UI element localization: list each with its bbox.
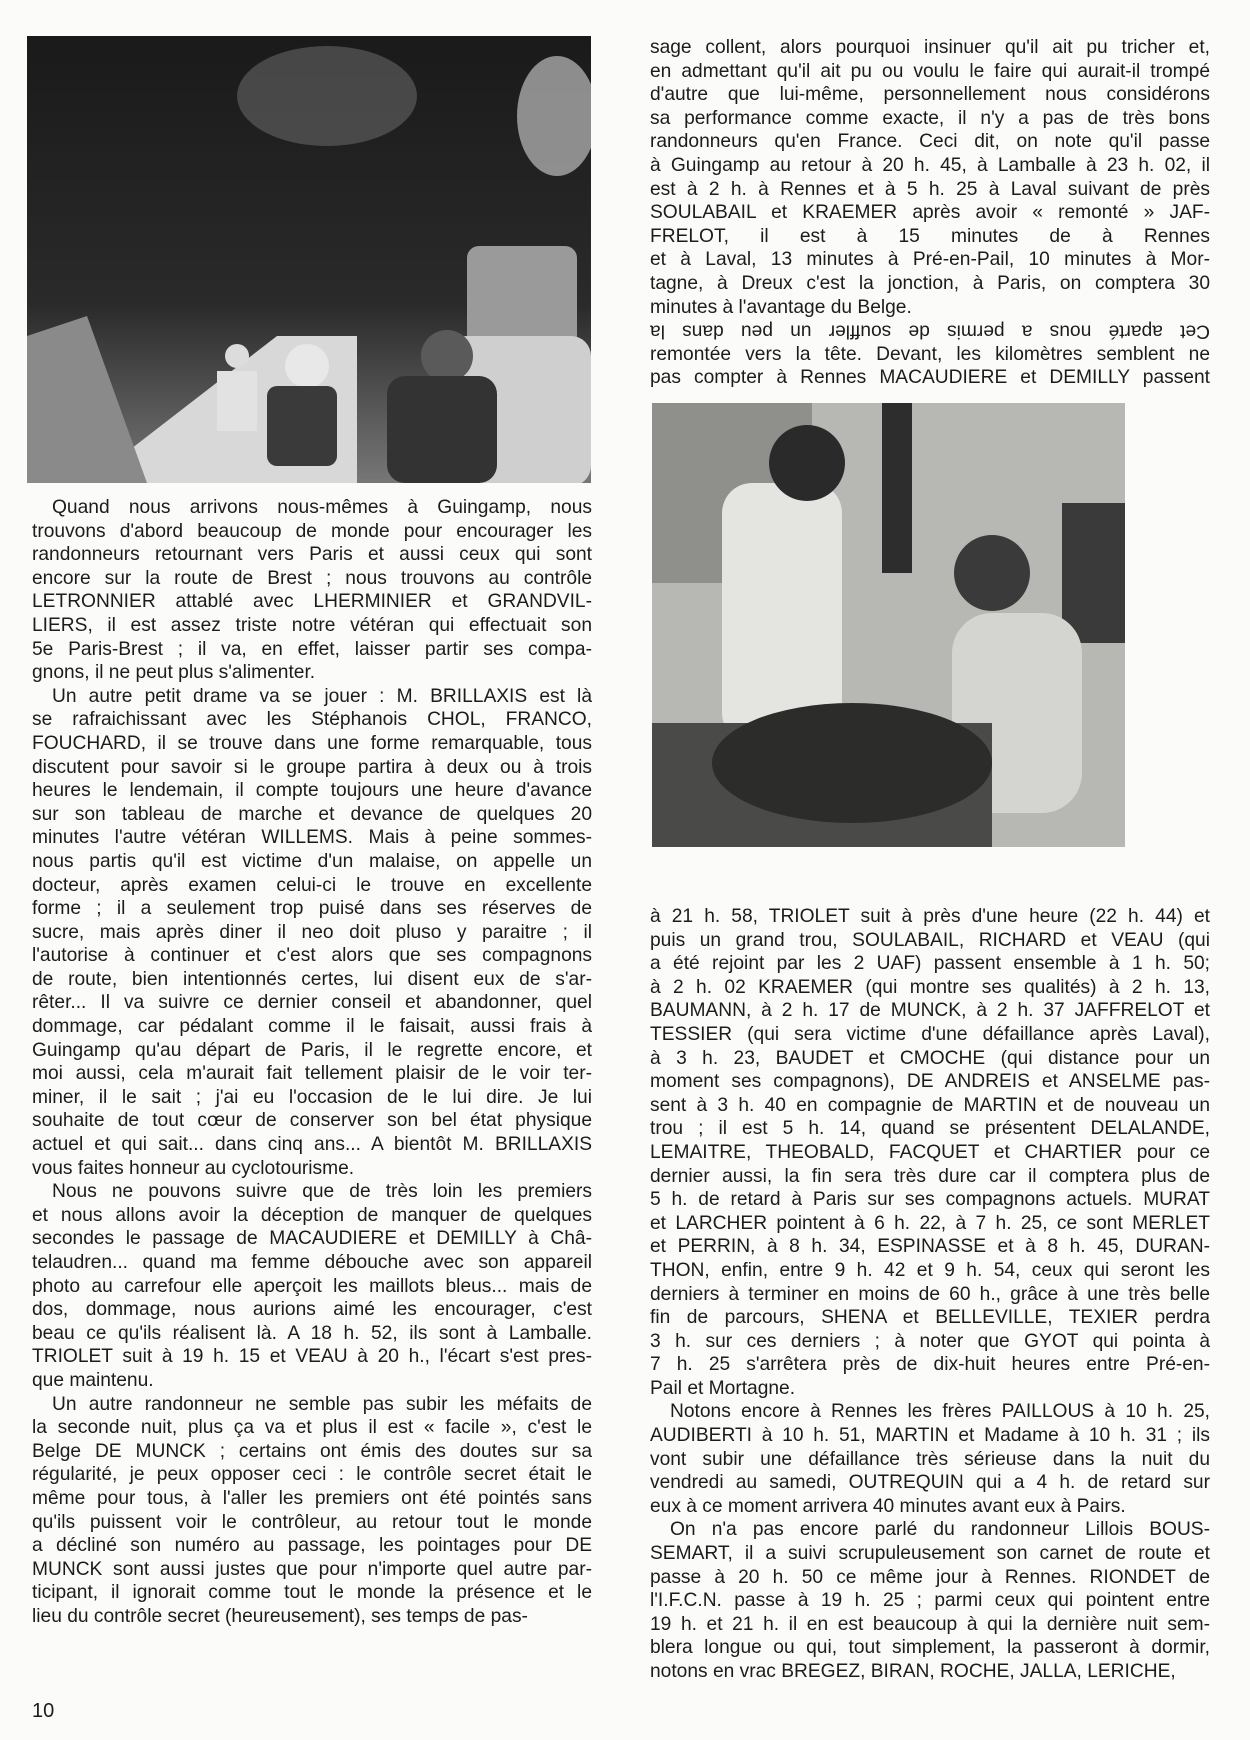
text-line: sur son tableau de marche et devance de quelques 20 bbox=[32, 803, 592, 825]
text-line: sa performance comme exacte, il n'y a pas de très bons bbox=[650, 107, 1210, 129]
text-line: minutes l'autre vétéran WILLEMS. Mais à peine sommes- bbox=[32, 827, 592, 849]
text-line: l'autorise à continuer et c'est alors que ses compagnons bbox=[32, 945, 592, 967]
text-line: passe à 20 h. 50 ce même jour à Rennes. RIONDET de bbox=[650, 1566, 1210, 1588]
text-line: Quand nous arrivons nous-mêmes à Guingamp, nous bbox=[52, 497, 592, 518]
text-line: secondes le passage de MACAUDIERE et DEMILLY à Châ- bbox=[32, 1228, 592, 1250]
page-number: 10 bbox=[32, 1700, 55, 1722]
text-line: Guingamp qu'au départ de Paris, il le regrette encore, et bbox=[32, 1039, 592, 1061]
text-line: derniers à terminer en moins de 60 h., grâce à une très belle bbox=[650, 1283, 1210, 1305]
text-line: heures le lendemain, il compte toujours une heure d'avance bbox=[32, 780, 592, 802]
text-line: actuel et qui sait... dans cinq ans... A bientôt M. BRILLAXIS bbox=[32, 1134, 592, 1156]
text-line: SOULABAIL et KRAEMER après avoir « remonté » JAF- bbox=[650, 202, 1210, 224]
text-line: LETRONNIER attablé avec LHERMINIER et GRANDVIL- bbox=[32, 591, 592, 613]
text-line: dernier aussi, la fin sera très dure car il comptera plus de bbox=[650, 1165, 1210, 1187]
text-line: et nous allons avoir la déception de manquer de quelques bbox=[32, 1204, 592, 1226]
text-line: LEMAITRE, THEOBALD, FACQUET et CHARTIER pour ce bbox=[650, 1141, 1210, 1163]
text-line: FRELOT, il est à 15 minutes de à Rennes bbox=[650, 225, 1210, 247]
text-line: BAUMANN, à 2 h. 17 de MUNCK, à 2 h. 37 JAFFRELOT et bbox=[650, 1000, 1210, 1022]
text-line: a décliné son numéro au passage, les pointages pour DE bbox=[32, 1535, 592, 1557]
text-line: 7 h. 25 s'arrêtera près de dix-huit heures entre Pré-en- bbox=[650, 1354, 1210, 1376]
text-line: gnons, il ne peut plus s'alimenter. bbox=[32, 662, 316, 684]
text-line: MUNCK sont aussi justes que pour n'importe quel autre par- bbox=[32, 1558, 592, 1580]
control-table-photo-image bbox=[652, 403, 1125, 847]
photo-cyclists-on-road bbox=[27, 36, 591, 483]
text-line: tagne, à Dreux c'est la jonction, à Paris, on comptera 30 bbox=[650, 272, 1210, 294]
text-line: sucre, mais après diner il neo doit pluso y paraitre ; il bbox=[32, 921, 592, 943]
text-line: Nous ne pouvons suivre que de très loin les premiers bbox=[52, 1181, 592, 1203]
text-line: est à 2 h. à Rennes et à 5 h. 25 à Laval suivant de près bbox=[650, 178, 1210, 200]
text-line: que maintenu. bbox=[32, 1369, 154, 1391]
text-line: vont subir une défaillance très sérieuse dans la nuit du bbox=[650, 1448, 1210, 1470]
left-column-text bbox=[32, 496, 592, 1629]
text-line: randonneurs qu'en France. Ceci dit, on note qu'il passe bbox=[650, 131, 1210, 153]
text-line: docteur, après examen celui-ci le trouve en excellente bbox=[32, 874, 592, 896]
text-line: dommage, car pédalant comme il le faisait, aussi frais à bbox=[32, 1016, 592, 1038]
text-line: pas compter à Rennes MACAUDIERE et DEMILLY passent bbox=[650, 367, 1210, 389]
text-line: en admettant qu'il ait pu ou voulu le faire qui aurait-il trompé bbox=[650, 60, 1210, 82]
text-line: minutes à l'avantage du Belge. bbox=[650, 296, 912, 318]
text-line: régularité, je peux opposer ceci : le contrôle secret était le bbox=[32, 1464, 592, 1486]
text-line: LIERS, il est assez triste notre vétéran qui effectuait son bbox=[32, 614, 592, 636]
text-line: encore sur la route de Brest ; nous trouvons au contrôle bbox=[32, 567, 592, 589]
text-line: Belge DE MUNCK ; certains ont émis des doutes sur sa bbox=[32, 1440, 592, 1462]
text-line: randonneurs retournant vers Paris et aussi ceux qui sont bbox=[32, 544, 592, 566]
text-line: fin de parcours, SHENA et BELLEVILLE, TEXIER perdra bbox=[650, 1307, 1210, 1329]
text-line: souhaite de tout cœur de conserver son bel état physique bbox=[32, 1110, 592, 1132]
photo-control-table bbox=[652, 403, 1125, 847]
text-line: moi aussi, cela m'aurait fait tellement plaisir de le voir ter- bbox=[32, 1063, 592, 1085]
text-line: FOUCHARD, il se trouve dans une forme remarquable, tous bbox=[32, 732, 592, 754]
text-line: On n'a pas encore parlé du randonneur Lillois BOUS- bbox=[670, 1519, 1210, 1541]
text-line: THON, enfin, entre 9 h. 42 et 9 h. 54, ceux qui seront les bbox=[650, 1259, 1210, 1281]
text-line: discutent pour savoir si le groupe partira à deux ou à trois bbox=[32, 756, 592, 778]
cyclists-photo-image bbox=[27, 36, 591, 483]
text-line: 5e Paris-Brest ; il va, en effet, laisser partir ses compa- bbox=[32, 638, 592, 660]
text-line: à 3 h. 23, BAUDET et CMOCHE (qui distance pour un bbox=[650, 1047, 1210, 1069]
text-line: vous faites honneur au cyclotourisme. bbox=[32, 1157, 355, 1179]
text-line: remontée vers la tête. Devant, les kilomètres semblent ne bbox=[650, 343, 1210, 365]
text-line: 5 h. de retard à Paris sur ses compagnons actuels. MURAT bbox=[650, 1189, 1210, 1211]
text-line: TRIOLET suit à 19 h. 15 et VEAU à 20 h., l'écart s'est pres- bbox=[32, 1346, 592, 1368]
text-line: sage collent, alors pourquoi insinuer qu'il ait pu tricher et, bbox=[650, 37, 1210, 58]
text-line: à 21 h. 58, TRIOLET suit à près d'une heure (22 h. 44) et bbox=[650, 906, 1210, 927]
text-line: et à Laval, 13 minutes à Pré-en-Pail, 10 minutes à Mor- bbox=[650, 249, 1210, 271]
text-line: Cet aparté nous a permis de souffler un peu dans la bbox=[650, 320, 1210, 342]
text-line: photo au carrefour elle aperçoit les maillots bleus... mais de bbox=[32, 1275, 592, 1297]
text-line: l'I.F.C.N. passe à 19 h. 25 ; parmi ceux qui pointent entre bbox=[650, 1590, 1210, 1612]
text-line: moment ses compagnons), DE ANDREIS et ANSELME pas- bbox=[650, 1071, 1210, 1093]
text-line: trou ; il est 5 h. 14, quand se présentent DELALANDE, bbox=[650, 1118, 1210, 1140]
text-line: et LARCHER pointent à 6 h. 22, à 7 h. 25, ce sont MERLET bbox=[650, 1212, 1210, 1234]
text-line: a été rejoint par les 2 UAF) passent ensemble à 1 h. 50; bbox=[650, 953, 1210, 975]
text-line: vendredi au samedi, OUTREQUIN qui a 4 h. de retard sur bbox=[650, 1472, 1210, 1494]
text-line: 3 h. sur ces derniers ; à noter que GYOT qui pointa à bbox=[650, 1330, 1210, 1352]
text-line: TESSIER (qui sera victime d'une défaillance après Laval), bbox=[650, 1023, 1210, 1045]
right-column-top-text bbox=[650, 36, 1210, 390]
right-column-bottom-text bbox=[650, 905, 1210, 1684]
text-line: SEMART, il a suivi scrupuleusement son carnet de route et bbox=[650, 1543, 1210, 1565]
text-line: miner, il le sait ; j'ai eu l'occasion de le lui dire. Je lui bbox=[32, 1086, 592, 1108]
text-line: sent à 3 h. 40 en compagnie de MARTIN et de nouveau un bbox=[650, 1094, 1210, 1116]
text-line: de route, bien intentionnés certes, lui disent eux de s'ar- bbox=[32, 968, 592, 990]
text-line: rêter... Il va suivre ce dernier conseil et abandonner, quel bbox=[32, 992, 592, 1014]
text-line: 19 h. et 21 h. il en est beaucoup à qui la dernière nuit sem- bbox=[650, 1613, 1210, 1635]
text-line: Notons encore à Rennes les frères PAILLOUS à 10 h. 25, bbox=[670, 1401, 1210, 1423]
text-line: eux à ce moment arrivera 40 minutes avant eux à Pairs. bbox=[650, 1495, 1126, 1517]
text-line: AUDIBERTI à 10 h. 51, MARTIN et Madame à 10 h. 31 ; ils bbox=[650, 1425, 1210, 1447]
text-line: nous partis qu'il est victime d'un malaise, on appelle un bbox=[32, 850, 592, 872]
text-line: notons en vrac BREGEZ, BIRAN, ROCHE, JALLA, LERICHE, bbox=[650, 1661, 1176, 1682]
text-line: Un autre petit drame va se jouer : M. BRILLAXIS est là bbox=[52, 685, 592, 707]
text-line: Un autre randonneur ne semble pas subir les méfaits de bbox=[52, 1393, 592, 1415]
text-line: forme ; il a seulement trop puisé dans ses réserves de bbox=[32, 898, 592, 920]
text-line: se rafraichissant avec les Stéphanois CHOL, FRANCO, bbox=[32, 709, 592, 731]
text-line: beau ce qu'ils réalisent là. A 18 h. 52, ils sont à Lamballe. bbox=[32, 1322, 592, 1344]
text-line: la seconde nuit, plus ça va et plus il est « facile », c'est le bbox=[32, 1417, 592, 1439]
text-line: trouvons d'abord beaucoup de monde pour encourager les bbox=[32, 520, 592, 542]
text-line: Pail et Mortagne. bbox=[650, 1377, 796, 1399]
text-line: puis un grand trou, SOULABAIL, RICHARD et VEAU (qui bbox=[650, 929, 1210, 951]
text-line: blera longue ou qui, tout simplement, la passeront à dormir, bbox=[650, 1637, 1210, 1659]
text-line: à Guingamp au retour à 20 h. 45, à Lamballe à 23 h. 02, il bbox=[650, 154, 1210, 176]
text-line: telaudren... quand ma femme débouche avec son appareil bbox=[32, 1252, 592, 1273]
text-line: qu'ils puissent voir le contrôleur, au retour tout le monde bbox=[32, 1511, 592, 1533]
text-line: ticipant, il ignorait comme tout le monde la présence et le bbox=[32, 1582, 592, 1604]
text-line: et PERRIN, à 8 h. 34, ESPINASSE et à 8 h. 45, DURAN- bbox=[650, 1236, 1210, 1258]
text-line: à 2 h. 02 KRAEMER (qui montre ses qualités) à 2 h. 13, bbox=[650, 976, 1210, 998]
text-line: d'autre que lui-même, personnellement nous considérons bbox=[650, 84, 1210, 106]
text-line: dos, dommage, nous aurions aimé les encourager, c'est bbox=[32, 1299, 592, 1321]
text-line: même pour tous, à l'aller les premiers ont été pointés sans bbox=[32, 1487, 592, 1509]
text-line: lieu du contrôle secret (heureusement), ses temps de pas- bbox=[32, 1605, 528, 1627]
